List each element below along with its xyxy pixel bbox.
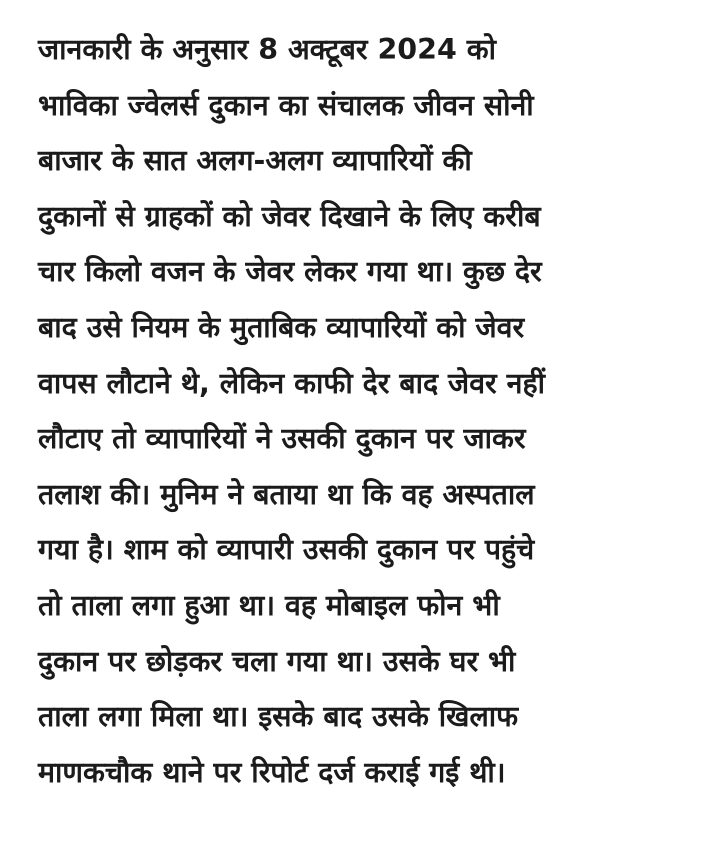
article-line: बाजार के सात अलग-अलग व्यापारियों की [38, 144, 472, 178]
article-line: चार किलो वजन के जेवर लेकर गया था। कुछ देर [38, 255, 542, 289]
article-line: गया है। शाम को व्यापारी उसकी दुकान पर पहुंचे [38, 533, 535, 567]
article-line: तलाश की। मुनिम ने बताया था कि वह अस्पताल [38, 477, 535, 511]
article-line: भाविका ज्वेलर्स दुकान का संचालक जीवन सोनी [38, 88, 534, 122]
article-line: दुकान पर छोड़कर चला गया था। उसके घर भी [38, 644, 516, 678]
article-line: वापस लौटाने थे, लेकिन काफी देर बाद जेवर नहीं [38, 366, 545, 400]
article-line: माणकचौक थाने पर रिपोर्ट दर्ज कराई गई थी। [38, 755, 506, 789]
article-line: दुकानों से ग्राहकों को जेवर दिखाने के लिए करीब [38, 199, 541, 233]
article-line: जानकारी के अनुसार 8 अक्टूबर 2024 को [38, 33, 496, 66]
article-text [38, 22, 698, 800]
article-line: ताला लगा मिला था। इसके बाद उसके खिलाफ [38, 700, 519, 734]
article-line: लौटाए तो व्यापारियों ने उसकी दुकान पर जाकर [38, 422, 526, 456]
article-line: तो ताला लगा हुआ था। वह मोबाइल फोन भी [38, 588, 500, 622]
article-line: बाद उसे नियम के मुताबिक व्यापारियों को जेवर [38, 310, 525, 344]
